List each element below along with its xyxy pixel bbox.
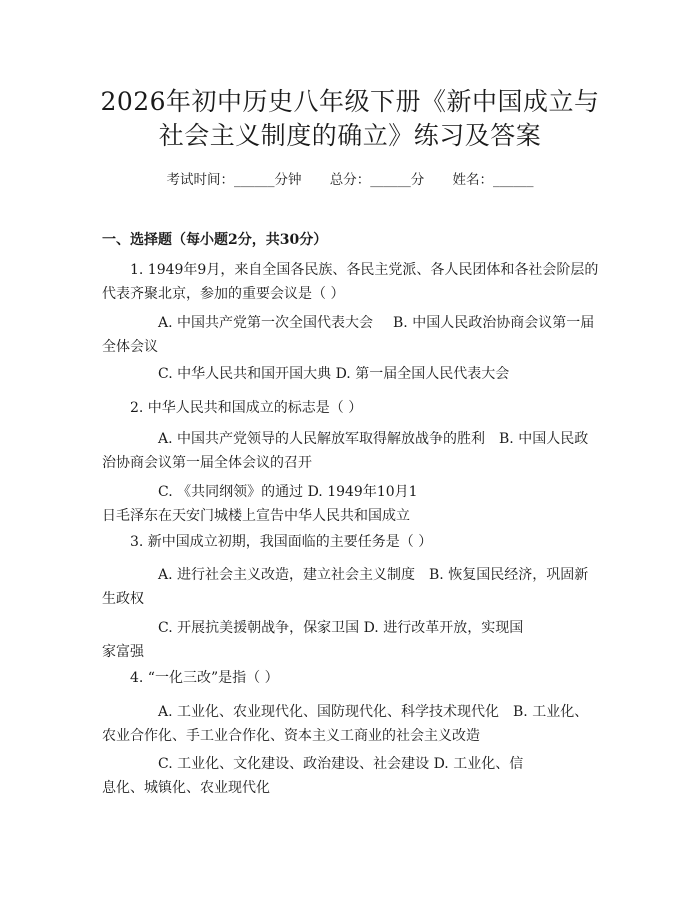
question-3-options-cd-line-1 [102, 616, 600, 640]
question-1-stem [102, 258, 600, 306]
question-4-option-d: D. 工业化、信 [433, 756, 524, 772]
question-1-options-ab-line-2: 全体会议 [102, 339, 158, 355]
question-2-option-d: D. 1949年10月1 [307, 484, 418, 500]
question-2-options-cd-line-2: 日毛泽东在天安门城楼上宣告中华人民共和国成立 [102, 508, 410, 524]
page-title-line-1: 2026年初中历史八年级下册《新中国成立与 [100, 87, 600, 116]
question-4-stem [102, 666, 600, 690]
question-2-options-cd-line-1 [102, 480, 600, 504]
question-3-options-cd-line-2: 家富强 [102, 644, 144, 660]
question-1-stem-line-1: 1. 1949年9月，来自全国各民族、各民主党派、各人民团体和各社会阶层的 [130, 262, 599, 278]
question-2-options-ab [102, 427, 600, 475]
question-2-options-cd [102, 480, 600, 528]
exam-time-field: 考试时间：______分钟 [166, 172, 302, 188]
question-4-options-ab [102, 700, 600, 748]
question-4-options-cd [102, 752, 600, 800]
question-1-option-a: A. 中国共产党第一次全国代表大会 [158, 315, 374, 331]
question-2-option-c: C. 《共同纲领》的通过 [158, 484, 304, 500]
question-3-options-ab [102, 563, 600, 611]
question-1-option-b: B. 中国人民政治协商会议第一届 [393, 315, 595, 331]
question-3-stem [102, 530, 600, 554]
question-4-options-cd-line-1 [102, 752, 600, 776]
question-2-stem-line: 2. 中华人民共和国成立的标志是（ ） [130, 400, 363, 416]
question-2-options-ab-line-2: 治协商会议第一届全体会议的召开 [102, 455, 312, 471]
question-3-stem-line: 3. 新中国成立初期，我国面临的主要任务是（ ） [130, 534, 433, 550]
question-4-stem-line: 4. “一化三改”是指（ ） [130, 670, 279, 686]
section-heading-choice: 一、选择题（每小题2分，共30分） [102, 232, 328, 248]
question-4-options-cd-line-2: 息化、城镇化、农业现代化 [102, 780, 270, 796]
question-3-options-cd [102, 616, 600, 664]
question-3-option-c: C. 开展抗美援朝战争，保家卫国 [158, 620, 360, 636]
question-1-option-c: C. 中华人民共和国开国大典 [158, 366, 332, 382]
question-3-options-ab-line-2: 生政权 [102, 591, 144, 607]
question-1-stem-line-2: 代表齐聚北京，参加的重要会议是（ ） [102, 286, 345, 302]
question-1-option-d: D. 第一届全国人民代表大会 [335, 366, 510, 382]
question-2-stem [102, 396, 600, 420]
question-1-options-cd [102, 362, 600, 386]
question-3-options-ab-line-1: A. 进行社会主义改造，建立社会主义制度 B. 恢复国民经济，巩固新 [158, 567, 589, 583]
question-2-options-ab-line-1: A. 中国共产党领导的人民解放军取得解放战争的胜利 B. 中国人民政 [158, 431, 589, 447]
question-3-option-d: D. 进行改革开放，实现国 [363, 620, 524, 636]
question-1-options-ab-line-1 [102, 311, 600, 335]
name-field: 姓名：______ [452, 172, 534, 188]
exam-meta [60, 168, 640, 188]
question-4-option-c: C. 工业化、文化建设、政治建设、社会建设 [158, 756, 430, 772]
question-4-options-ab-line-1: A. 工业化、农业现代化、国防现代化、科学技术现代化 B. 工业化、 [158, 704, 589, 720]
question-1-options-cd-line [102, 362, 600, 386]
question-1-options-ab [102, 311, 600, 359]
page-title-line-2: 社会主义制度的确立》练习及答案 [158, 121, 542, 150]
total-score-field: 总分：______分 [329, 172, 425, 188]
question-4-options-ab-line-2: 农业合作化、手工业合作化、资本主义工商业的社会主义改造 [102, 728, 480, 744]
